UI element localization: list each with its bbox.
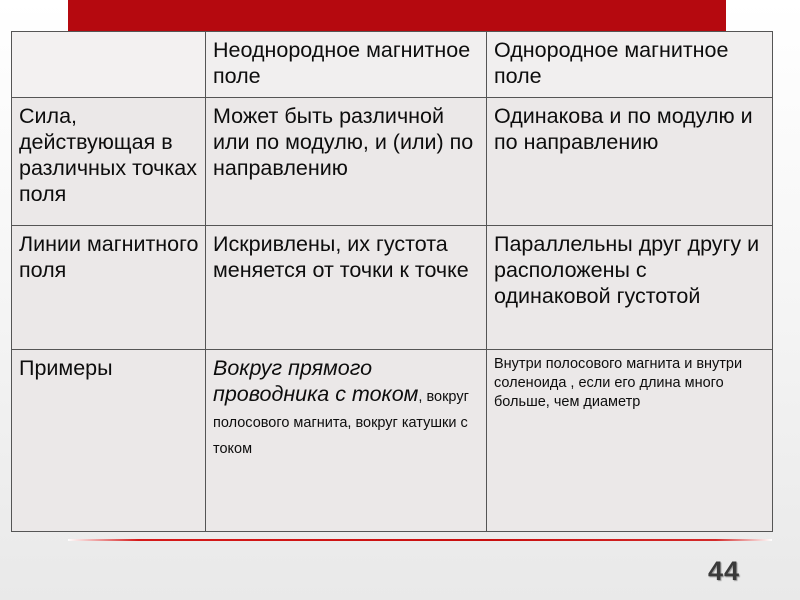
top-accent-bar: [68, 0, 726, 32]
row-label-force: Сила, действующая в различных точках поля: [12, 98, 206, 226]
bottom-divider-line: [68, 539, 772, 541]
header-nonuniform-field: Неоднородное магнитное поле: [206, 32, 487, 98]
page-number: 44: [708, 556, 741, 586]
comparison-table: [11, 31, 773, 532]
header-uniform-field: Однородное магнитное поле: [487, 32, 773, 98]
table-row-field-lines: [12, 226, 773, 350]
cell-examples-uniform: [487, 350, 773, 532]
examples-nonuniform-lead: Вокруг прямого проводника с током: [213, 356, 419, 406]
examples-nonuniform-rest: , вокруг полосового магнита, вокруг катушки с током: [213, 389, 469, 457]
row-label-field-lines: Линии магнитного поля: [12, 226, 206, 350]
table-row-examples: [12, 350, 773, 532]
cell-examples-nonuniform: [206, 350, 487, 532]
cell-force-uniform: Одинакова и по модулю и по направлению: [487, 98, 773, 226]
header-corner-cell: [12, 32, 206, 98]
row-label-examples: Примеры: [12, 350, 206, 532]
table-header-row: [12, 32, 773, 98]
cell-lines-uniform: Параллельны друг другу и расположены с одинаковой густотой: [487, 226, 773, 350]
table-row-force: [12, 98, 773, 226]
cell-force-nonuniform: Может быть различной или по модулю, и (или) по направлению: [206, 98, 487, 226]
examples-uniform-text: Внутри полосового магнита и внутри соленоида , если его длина много больше, чем диаметр: [494, 356, 743, 410]
cell-lines-nonuniform: Искривлены, их густота меняется от точки к точке: [206, 226, 487, 350]
